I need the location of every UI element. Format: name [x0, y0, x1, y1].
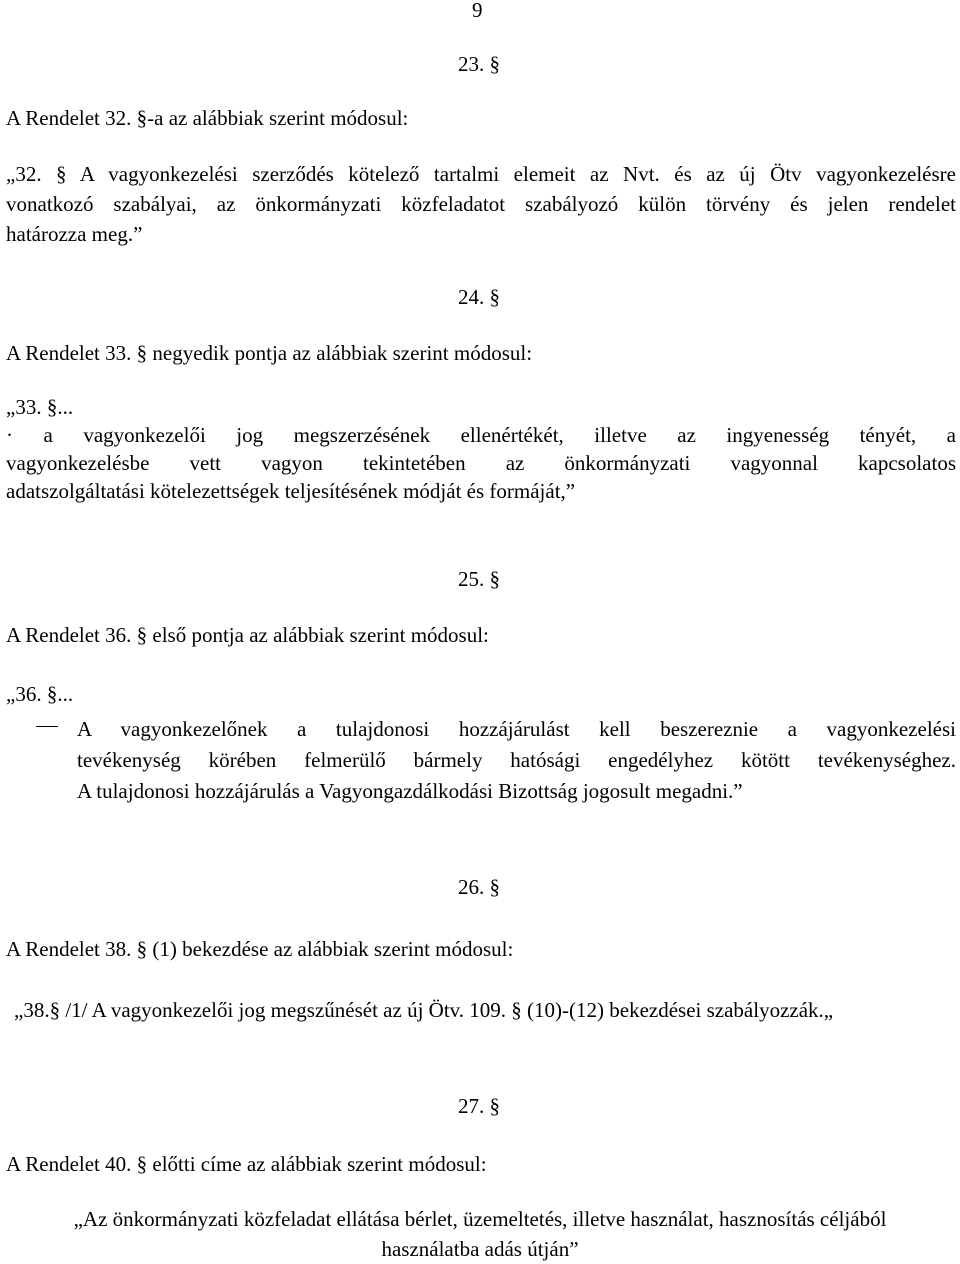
page-number: 9	[472, 0, 483, 22]
quote-line: „32. § A vagyonkezelési szerződés kötelező tartalmi elemeit az Nvt. és az új Ötv vagyonkezelésre	[6, 162, 956, 186]
quote-line: A vagyonkezelőnek a tulajdonosi hozzájárulást kell beszereznie a vagyonkezelési	[77, 717, 956, 741]
list-dash	[36, 726, 58, 727]
section-intro-24: A Rendelet 33. § negyedik pontja az alábbiak szerint módosul:	[6, 341, 533, 365]
section-heading-26: 26. §	[458, 875, 500, 899]
quote-line: „38.§ /1/ A vagyonkezelői jog megszűnését az új Ötv. 109. § (10)-(12) bekezdései szabályozzák.„	[14, 998, 834, 1022]
quote-line: tevékenység körében felmerülő bármely hatósági engedélyhez kötött tevékenységhez.	[77, 748, 956, 772]
quote-line: használatba adás útján”	[381, 1237, 579, 1261]
quote-line: „33. §...	[6, 395, 74, 419]
section-heading-24: 24. §	[458, 285, 500, 309]
section-intro-26: A Rendelet 38. § (1) bekezdése az alábbiak szerint módosul:	[6, 937, 514, 961]
quote-line: vagyonkezelésbe vett vagyon tekintetében az önkormányzati vagyonnal kapcsolatos	[6, 451, 956, 475]
quote-line: adatszolgáltatási kötelezettségek teljesítésének módját és formáját,”	[6, 479, 576, 503]
quote-line: „Az önkormányzati közfeladat ellátása bérlet, üzemeltetés, illetve használat, hasznosítás céljából	[73, 1207, 887, 1231]
section-heading-23: 23. §	[458, 52, 500, 76]
quote-line: „36. §...	[6, 682, 74, 706]
section-heading-25: 25. §	[458, 567, 500, 591]
section-heading-27: 27. §	[458, 1094, 500, 1118]
quote-line: A tulajdonosi hozzájárulás a Vagyongazdálkodási Bizottság jogosult megadni.”	[77, 779, 743, 803]
section-intro-27: A Rendelet 40. § előtti címe az alábbiak szerint módosul:	[6, 1152, 487, 1176]
quote-line: vonatkozó szabályai, az önkormányzati közfeladatot szabályozó külön törvény és jelen rendelet	[6, 192, 956, 216]
section-intro-23: A Rendelet 32. §-a az alábbiak szerint módosul:	[6, 106, 409, 130]
quote-line: · a vagyonkezelői jog megszerzésének ellenértékét, illetve az ingyenesség tényét, a	[6, 423, 956, 447]
section-intro-25: A Rendelet 36. § első pontja az alábbiak szerint módosul:	[6, 623, 489, 647]
quote-line: határozza meg.”	[6, 222, 143, 246]
